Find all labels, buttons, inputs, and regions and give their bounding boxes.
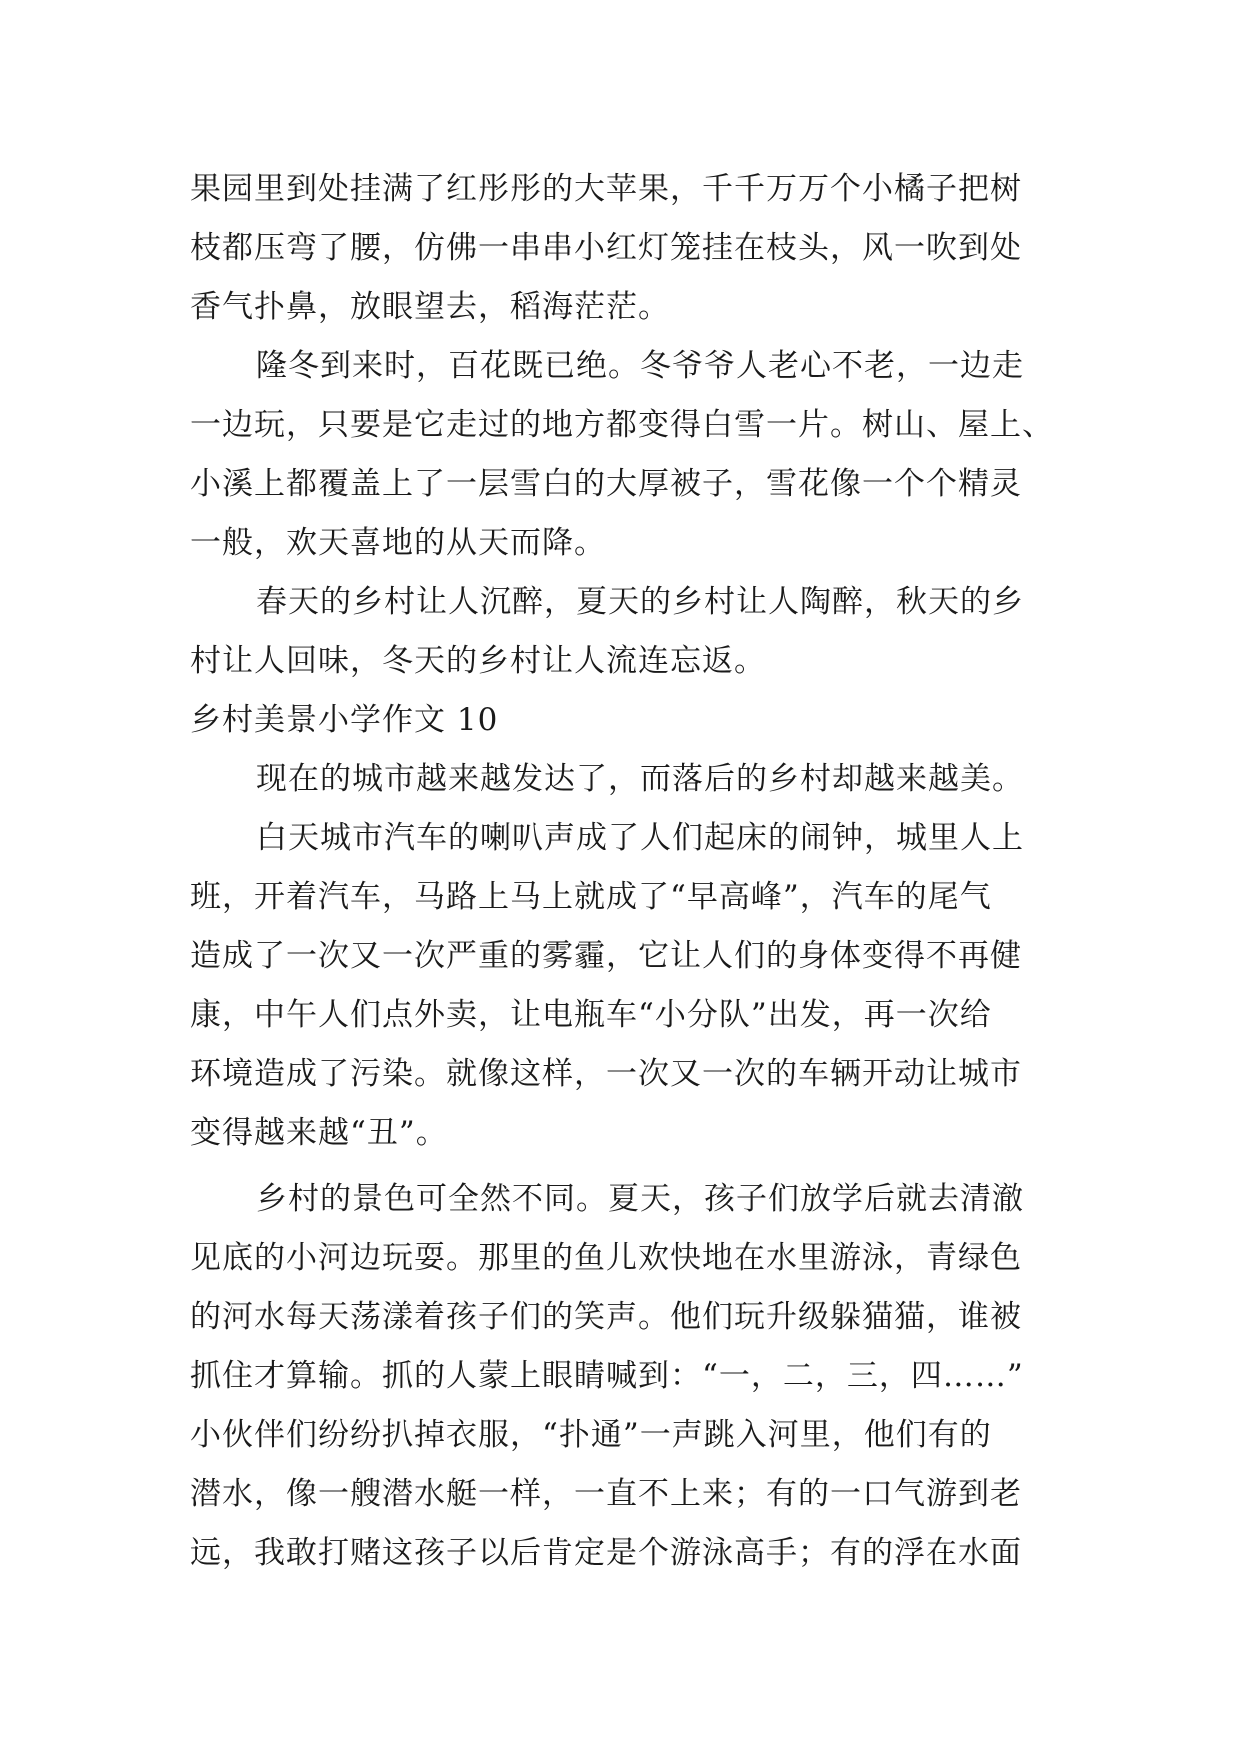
text-line: 潜水，像一艘潜水艇一样，一直不上来；有的一口气游到老 (190, 1476, 1022, 1512)
text-line: 的河水每天荡漾着孩子们的笑声。他们玩升级躲猫猫，谁被 (190, 1299, 1022, 1335)
text-line: 班，开着汽车，马路上马上就成了“早高峰”，汽车的尾气 (190, 879, 992, 915)
paragraph (190, 160, 1070, 337)
paragraph (190, 750, 1070, 809)
text-line: 见底的小河边玩耍。那里的鱼儿欢快地在水里游泳，青绿色 (190, 1240, 1022, 1276)
paragraph (190, 337, 1070, 573)
text-line: 抓住才算输。抓的人蒙上眼睛喊到：“一，二，三，四……” (190, 1358, 1024, 1394)
text-line: 枝都压弯了腰，仿佛一串串小红灯笼挂在枝头，风一吹到处 (190, 230, 1022, 266)
text-line: 春天的乡村让人沉醉，夏天的乡村让人陶醉，秋天的乡 (256, 584, 1024, 620)
paragraph (190, 809, 1070, 1163)
text-line: 小伙伴们纷纷扒掉衣服，“扑通”一声跳入河里，他们有的 (190, 1417, 992, 1453)
document-body (190, 160, 1070, 1583)
text-line: 远，我敢打赌这孩子以后肯定是个游泳高手；有的浮在水面 (190, 1535, 1022, 1571)
section-heading: 乡村美景小学作文 10 (190, 702, 499, 738)
text-line: 小溪上都覆盖上了一层雪白的大厚被子，雪花像一个个精灵 (190, 466, 1022, 502)
paragraph (190, 573, 1070, 691)
text-line: 白天城市汽车的喇叭声成了人们起床的闹钟，城里人上 (256, 820, 1024, 856)
text-line: 环境造成了污染。就像这样，一次又一次的车辆开动让城市 (190, 1056, 1022, 1092)
text-line: 一边玩，只要是它走过的地方都变得白雪一片。树山、屋上、 (190, 407, 1054, 443)
text-line: 村让人回味，冬天的乡村让人流连忘返。 (190, 643, 766, 679)
text-line: 造成了一次又一次严重的雾霾，它让人们的身体变得不再健 (190, 938, 1022, 974)
text-line: 现在的城市越来越发达了，而落后的乡村却越来越美。 (256, 761, 1024, 797)
text-line: 变得越来越“丑”。 (190, 1115, 448, 1151)
paragraph (190, 1170, 1070, 1583)
text-line: 香气扑鼻，放眼望去，稻海茫茫。 (190, 289, 670, 325)
text-line: 隆冬到来时，百花既已绝。冬爷爷人老心不老，一边走 (256, 348, 1024, 384)
text-line: 一般，欢天喜地的从天而降。 (190, 525, 606, 561)
text-line: 康，中午人们点外卖，让电瓶车“小分队”出发，再一次给 (190, 997, 992, 1033)
text-line: 乡村的景色可全然不同。夏天，孩子们放学后就去清澈 (256, 1181, 1024, 1217)
text-line: 果园里到处挂满了红彤彤的大苹果，千千万万个小橘子把树 (190, 171, 1022, 207)
